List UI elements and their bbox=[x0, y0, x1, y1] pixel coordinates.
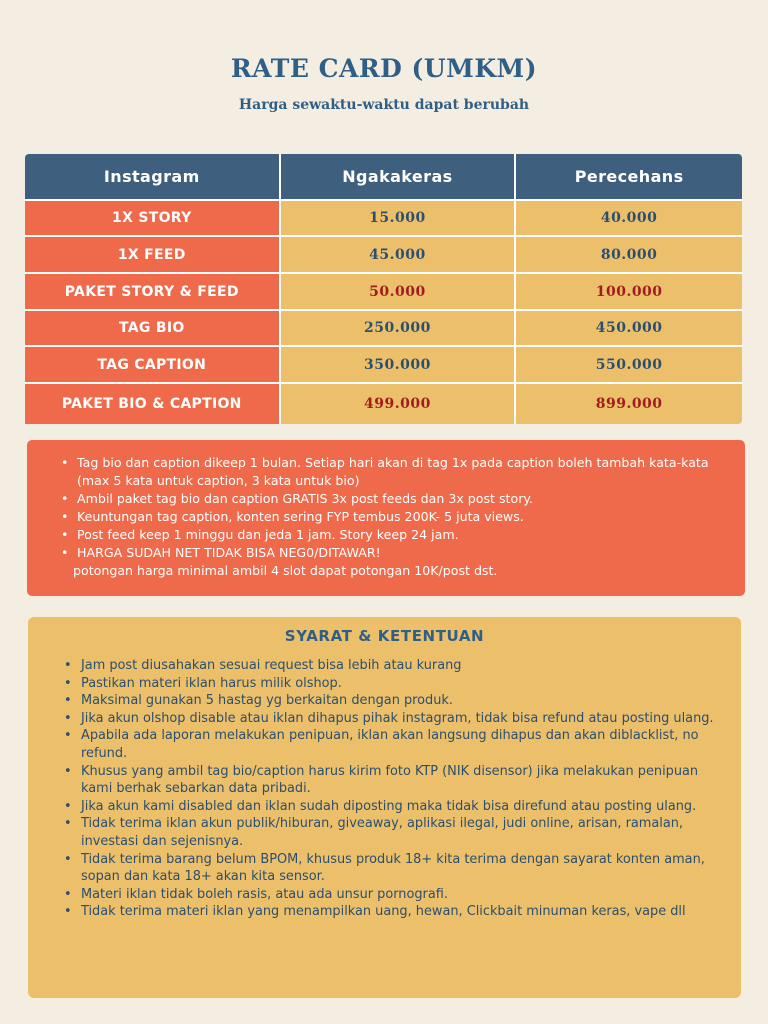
list-item: • Ambil paket tag bio dan caption GRATIS 3x post feeds dan 3x post story. bbox=[77, 490, 735, 508]
row-label: PAKET BIO & CAPTION bbox=[25, 384, 279, 424]
row-label: 1X FEED bbox=[25, 237, 279, 272]
price-perecehans: 80.000 bbox=[514, 237, 742, 272]
table-header bbox=[25, 154, 742, 199]
table-row bbox=[25, 199, 742, 235]
terms-box bbox=[28, 617, 741, 998]
list-item: • Pastikan materi iklan harus milik olshop. bbox=[81, 675, 725, 693]
discount-note: potongan harga minimal ambil 4 slot dapat potongan 10K/post dst. bbox=[73, 563, 498, 578]
row-label: TAG CAPTION bbox=[25, 347, 279, 382]
price-ngakakeras: 50.000 bbox=[279, 274, 515, 309]
table-row bbox=[25, 309, 742, 345]
table-row bbox=[25, 272, 742, 309]
price-perecehans: 550.000 bbox=[514, 347, 742, 382]
price-perecehans: 100.000 bbox=[514, 274, 742, 309]
list-item: • Jika akun kami disabled dan iklan sudah diposting maka tidak bisa direfund atau posting ulang. bbox=[81, 798, 725, 816]
list-item: • Keuntungan tag caption, konten sering FYP tembus 200K- 5 juta views. bbox=[77, 508, 735, 526]
price-ngakakeras: 45.000 bbox=[279, 237, 515, 272]
price-perecehans: 450.000 bbox=[514, 311, 742, 345]
terms-list bbox=[81, 657, 725, 921]
price-ngakakeras: 15.000 bbox=[279, 201, 515, 235]
header-instagram: Instagram bbox=[103, 167, 200, 186]
price-ngakakeras: 350.000 bbox=[279, 347, 515, 382]
list-item: • Tidak terima materi iklan yang menampilkan uang, hewan, Clickbait minuman keras, vape dll bbox=[81, 903, 725, 921]
price-perecehans: 40.000 bbox=[514, 201, 742, 235]
terms-title: SYARAT & KETENTUAN bbox=[284, 627, 485, 645]
page-title: RATE CARD (UMKM) bbox=[230, 54, 538, 83]
list-item: • Maksimal gunakan 5 hastag yg berkaitan dengan produk. bbox=[81, 692, 725, 710]
list-item: • Jika akun olshop disable atau iklan dihapus pihak instagram, tidak bisa refund atau posting ulang. bbox=[81, 710, 725, 728]
list-item: • Materi iklan tidak boleh rasis, atau ada unsur pornografi. bbox=[81, 886, 725, 904]
price-perecehans: 899.000 bbox=[514, 384, 742, 424]
list-item: • Khusus yang ambil tag bio/caption harus kirim foto KTP (NIK disensor) jika melakukan penipuan kami berhak sebarkan data pribadi. bbox=[81, 763, 725, 798]
row-label: PAKET STORY & FEED bbox=[25, 274, 279, 309]
rate-table bbox=[25, 154, 742, 424]
page-subtitle: Harga sewaktu-waktu dapat berubah bbox=[238, 97, 530, 113]
list-item: • Tag bio dan caption dikeep 1 bulan. Setiap hari akan di tag 1x pada caption boleh tambah kata-kata (max 5 kata untuk caption, 3 kata untuk bio) bbox=[77, 454, 735, 490]
list-item: • HARGA SUDAH NET TIDAK BISA NEG0/DITAWAR! bbox=[77, 544, 735, 562]
list-item: • Tidak terima barang belum BPOM, khusus produk 18+ kita terima dengan sayarat konten aman, sopan dan kata 18+ akan kita sensor. bbox=[81, 851, 725, 886]
list-item: • Post feed keep 1 minggu dan jeda 1 jam. Story keep 24 jam. bbox=[77, 526, 735, 544]
notes-list bbox=[77, 454, 735, 562]
table-row bbox=[25, 345, 742, 382]
header-ngakakeras: Ngakakeras bbox=[279, 154, 515, 199]
notes-box bbox=[27, 440, 745, 596]
header-perecehans: Perecehans bbox=[514, 154, 742, 199]
price-ngakakeras: 499.000 bbox=[279, 384, 515, 424]
table-row bbox=[25, 235, 742, 272]
list-item: • Jam post diusahakan sesuai request bisa lebih atau kurang bbox=[81, 657, 725, 675]
row-label: 1X STORY bbox=[25, 201, 279, 235]
list-item: • Apabila ada laporan melakukan penipuan, iklan akan langsung dihapus dan akan diblacklist, no refund. bbox=[81, 727, 725, 762]
list-item: • Tidak terima iklan akun publik/hiburan, giveaway, aplikasi ilegal, judi online, arisan, ramalan, investasi dan sejenisnya. bbox=[81, 815, 725, 850]
row-label: TAG BIO bbox=[25, 311, 279, 345]
table-row bbox=[25, 382, 742, 424]
price-ngakakeras: 250.000 bbox=[279, 311, 515, 345]
